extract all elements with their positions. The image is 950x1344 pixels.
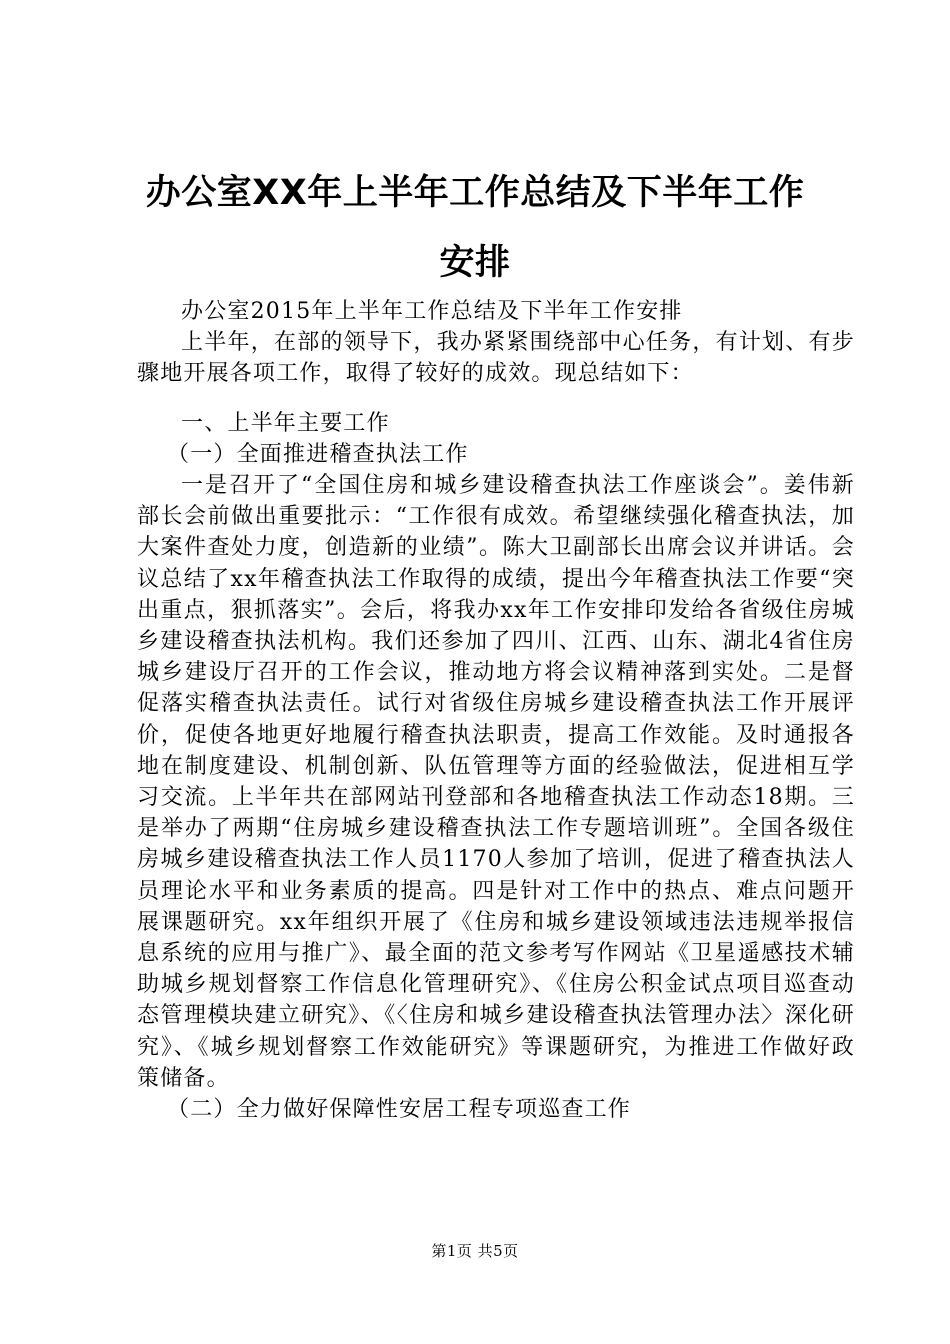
subsection-heading-2: （二）全力做好保障性安居工程专项巡查工作: [167, 1097, 632, 1123]
document-title: 办公室XX年上半年工作总结及下半年工作安排: [145, 173, 805, 283]
document-subtitle: 办公室2015年上半年工作总结及下半年工作安排: [181, 299, 683, 324]
section-heading-1: 一、上半年主要工作: [181, 410, 390, 436]
document-body: [137, 296, 855, 1125]
page-footer: 第1页 共5页: [431, 1242, 519, 1260]
intro-paragraph: 上半年，在部的领导下，我办紧紧围绕部中心任务，有计划、有步骤地开展各项工作，取得了较好的成效。现总结如下：: [137, 330, 855, 387]
subsection-heading-1: （一）全面推进稽查执法工作: [167, 441, 469, 467]
subsection-body-1: 一是召开了“全国住房和城乡建设稽查执法工作座谈会”。姜伟新部长会前做出重要批示：“工作很有成效。希望继续强化稽查执法，加大案件查处力度，创造新的业绩”。陈大卫副部长出席会议并讲话。会议总结了xx年稽查执法工作取得的成绩，提出今年稽查执法工作要“突出重点，狠抓落实”。会后，将我办xx年工作安排印发给各省级住房城乡建设稽查执法机构。我们还参加了四川、江西、山东、湖北4省住房城乡建设厅召开的工作会议，推动地方将会议精神落到实处。二是督促落实稽查执法责任。试行对省级住房城乡建设稽查执法工作开展评价，促使各地更好地履行稽查执法职责，提高工作效能。及时通报各地在制度建设、机制创新、队伍管理等方面的经验做法，促进相互学习交流。上半年共在部网站刊登部和各地稽查执法工作动态18期。三是举办了两期“住房城乡建设稽查执法工作专题培训班”。全国各级住房城乡建设稽查执法工作人员1170人参加了培训，促进了稽查执法人员理论水平和业务素质的提高。四是针对工作中的热点、难点问题开展课题研究。xx年组织开展了《住房和城乡建设领域违法违规举报信息系统的应用与推广》、最全面的范文参考写作网站《卫星遥感技术辅助城乡规划督察工作信息化管理研究》、《住房公积金试点项目巡查动态管理模块建立研究》、《〈住房和城乡建设稽查执法管理办法〉深化研究》、《城乡规划督察工作效能研究》等课题研究，为推进工作做好政策储备。: [137, 473, 855, 1091]
